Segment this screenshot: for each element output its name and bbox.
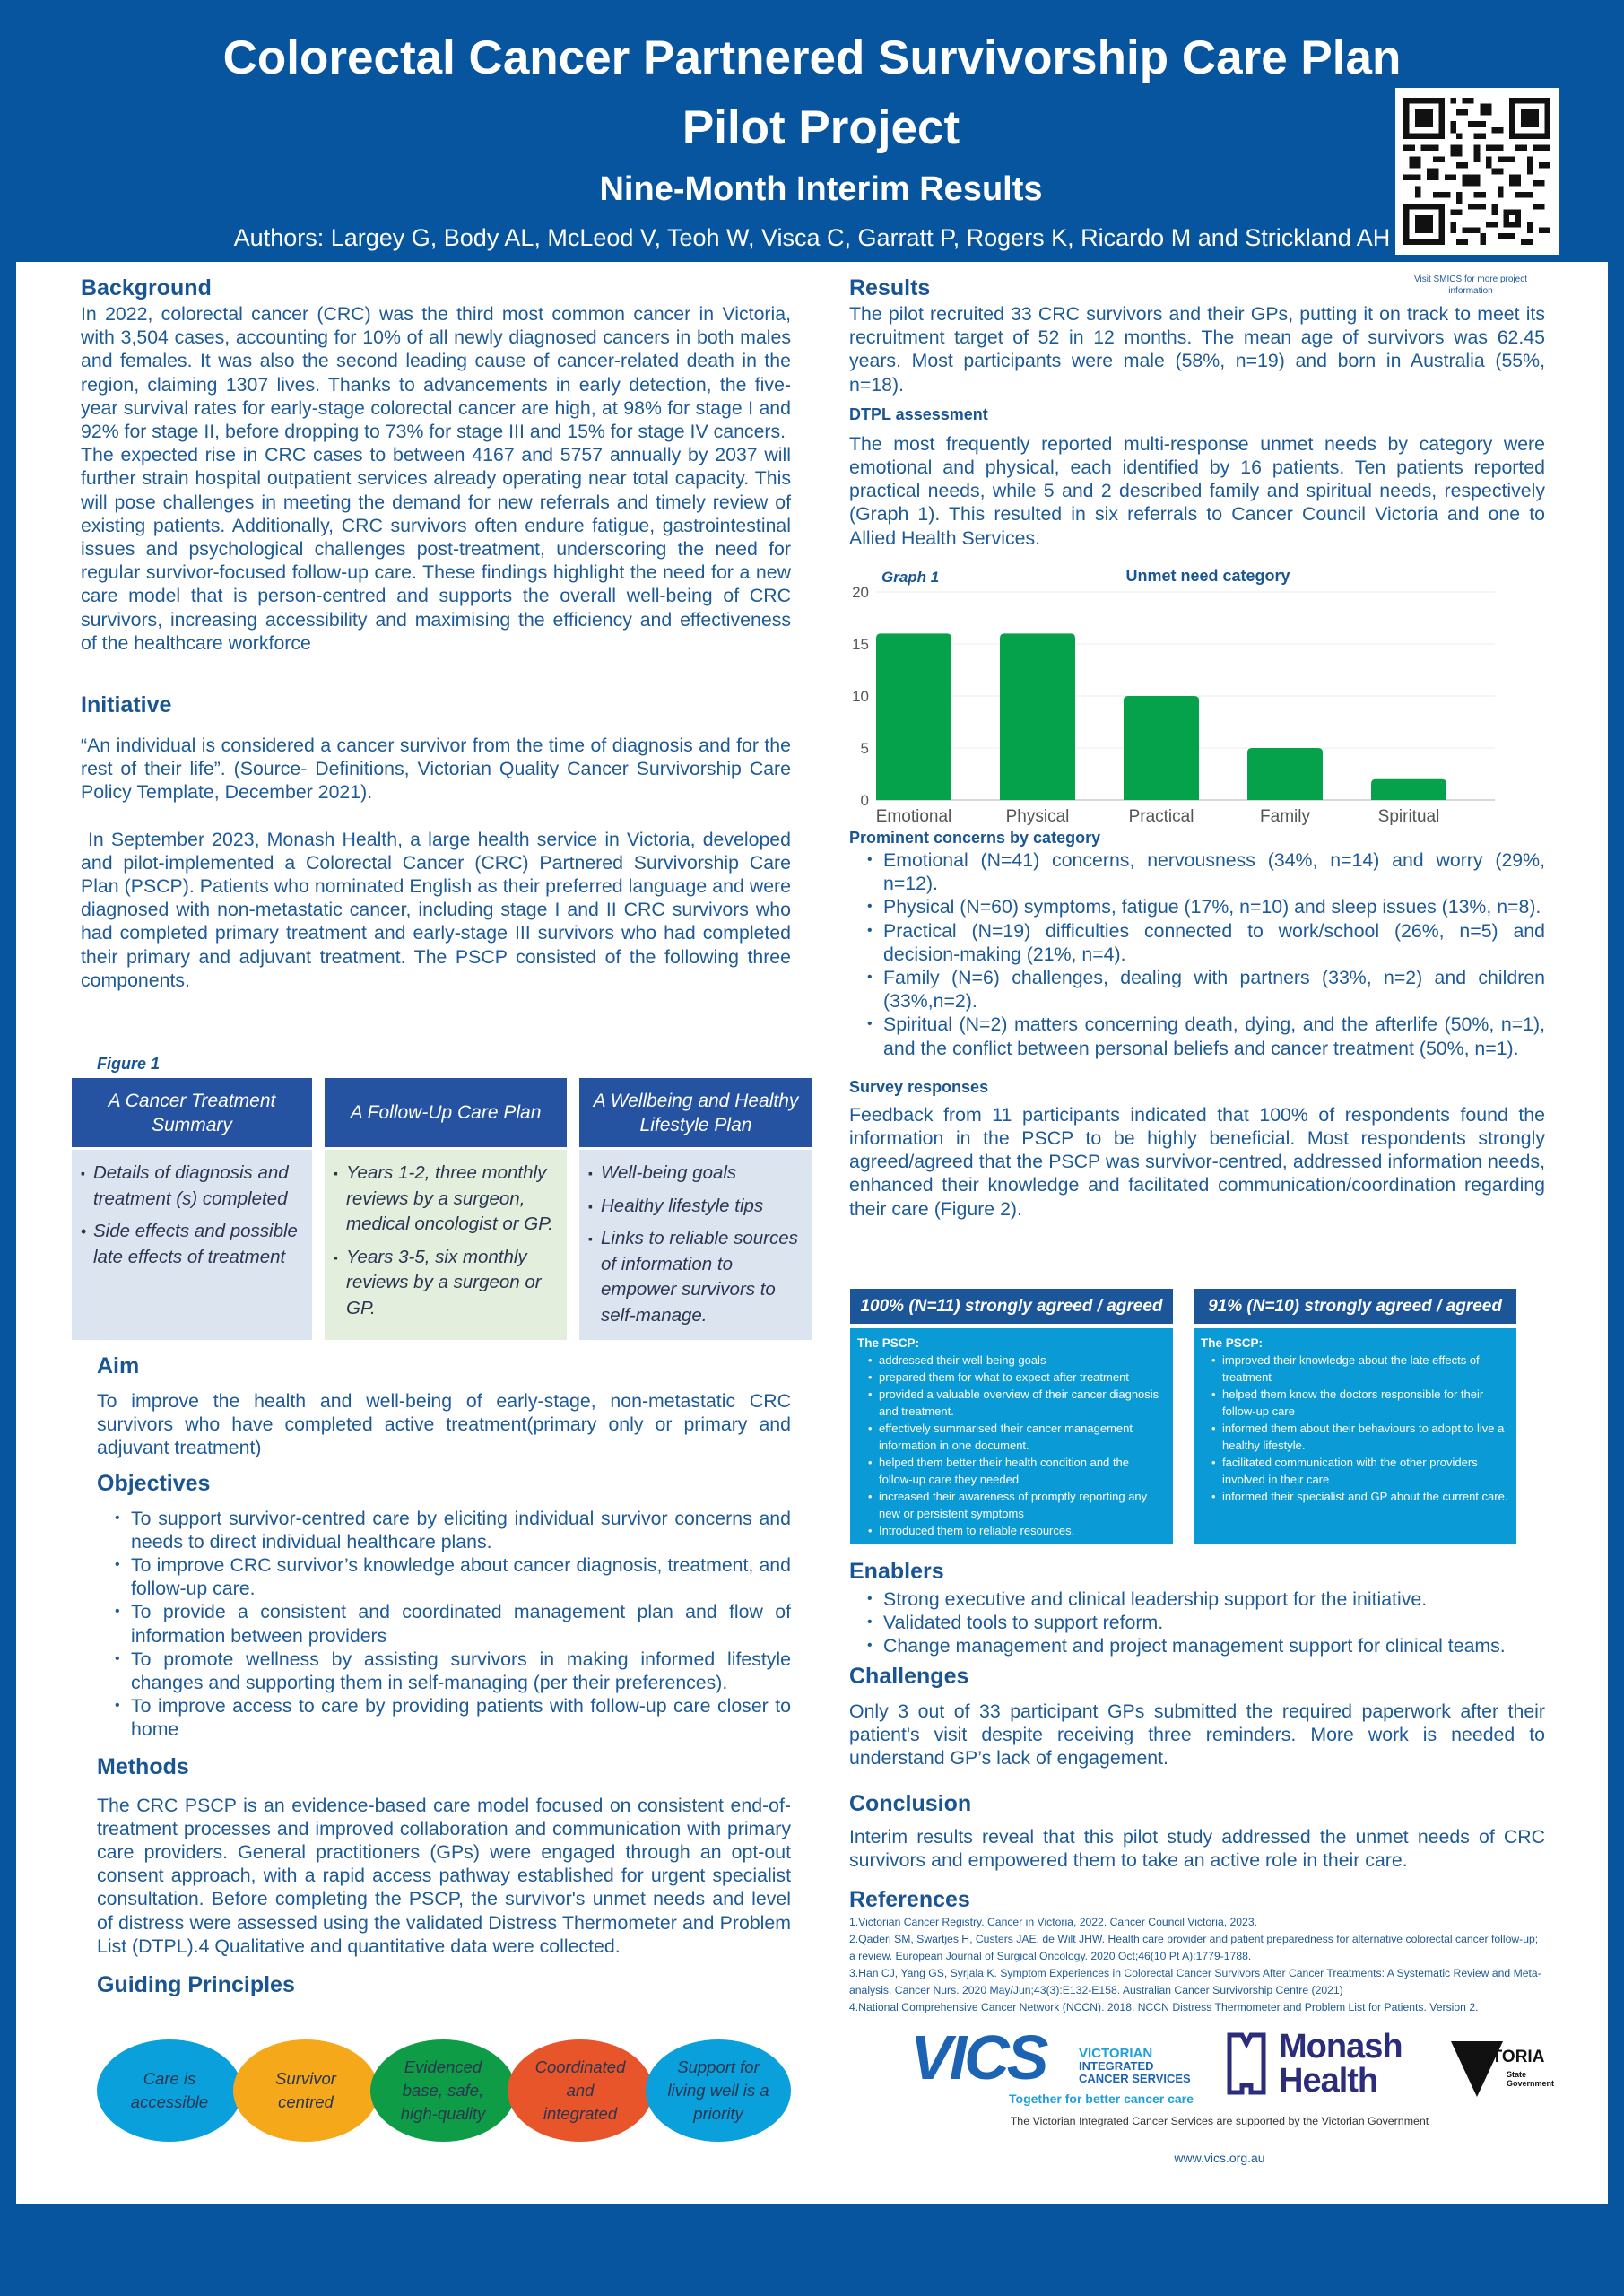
survey-heading: Survey responses xyxy=(849,1077,989,1096)
y-tick-label: 20 xyxy=(852,584,869,601)
bar-practical xyxy=(1124,696,1199,800)
figure1-item: ▪ Links to reliable sources of information to empower survivors to self-manage. xyxy=(601,1226,803,1328)
figure1-box-title: A Follow-Up Care Plan xyxy=(325,1078,567,1147)
figure1-box-follow-up xyxy=(325,1078,567,1340)
principle-label: Survivor centred xyxy=(275,2069,336,2111)
graph1-label: Graph 1 xyxy=(881,569,940,586)
aim-text: To improve the health and well-being of early-stage, non-metastatic CRC survivors who have completed active treatment(primary only or primary and adjuvant treatment) xyxy=(97,1390,791,1459)
background-para-1: In 2022, colorectal cancer (CRC) was the third most common cancer in Victoria, with 3,504 cases, accounting for 10% of all newly diagnosed cancers in both males and females. It was also the second leading cause of cancer-related death in the region, claiming 1307 lives. Thanks to advancements in early detection, the five-year survival rates for early-stage colorectal cancer are high, at 98% for stage I and 92% for stage II, before dropping to 73% for stage III and 15% for stage IV cancers. xyxy=(81,303,791,443)
bar-spiritual xyxy=(1371,779,1446,800)
x-tick-label: Physical xyxy=(1005,807,1070,826)
methods-section xyxy=(97,1752,791,1958)
vics-sub2: INTEGRATED xyxy=(1079,2059,1154,2073)
vics-wordmark: VICS xyxy=(910,2022,1046,2092)
figure1-box-body xyxy=(325,1150,567,1340)
references-heading: References xyxy=(849,1886,970,1912)
enablers-list xyxy=(849,1587,1545,1658)
vics-tagline: Together for better cancer care xyxy=(1009,2092,1194,2106)
concern-item: • Practical (N=19) difficulties connected to work/school (26%, n=5) and decision-making (21%, n=4). xyxy=(883,919,1545,966)
reference-item: 1.Victorian Cancer Registry. Cancer in Victoria, 2022. Cancer Council Victoria, 2023. xyxy=(849,1915,1258,1928)
left-column xyxy=(81,274,791,992)
figure1-box-title: A Wellbeing and Healthy Lifestyle Plan xyxy=(579,1078,812,1147)
initiative-heading: Initiative xyxy=(81,692,172,718)
dtpl-section xyxy=(849,404,1545,550)
monash-emblem-icon xyxy=(1227,2032,1266,2095)
principle-label: Support for living well is a priority xyxy=(667,2057,769,2123)
figure1-box-title: A Cancer Treatment Summary xyxy=(72,1078,312,1147)
poster-header xyxy=(0,0,1624,262)
principles-section xyxy=(97,1970,791,1999)
figure1-item: ▪ Healthy lifestyle tips xyxy=(601,1194,803,1220)
dtpl-text: The most frequently reported multi-response unmet needs by category were emotional and physical, each identified by 16 patients. Ten patients reported practical needs, while 5 and 2 described family and spiritual needs, respectively (Graph 1). This resulted in six referrals to Cancer Council Victoria and one to Allied Health Services. xyxy=(849,432,1545,549)
background-section xyxy=(81,274,791,655)
objective-item: • To improve access to care by providing patients with follow-up care closer to home xyxy=(131,1694,791,1741)
methods-text: The CRC PSCP is an evidence-based care model focused on consistent end-of-treatment processes and improved collaboration and communication with primary care providers. General practitioners (GPs) were engaged through an opt-out consent approach, with a rapid access pathway established for urgent specialist consultation. Before completing the PSCP, the survivor's unmet needs and level of distress were assessed using the validated Distress Thermometer and Problem List (DTPL).4 Qualitative and quantitative data were collected. xyxy=(97,1794,791,1957)
survey-item: • addressed their well-being goals xyxy=(879,1352,1166,1369)
x-tick-label: Spiritual xyxy=(1377,807,1440,826)
right-column-lower xyxy=(849,827,1545,1221)
initiative-para-2: In September 2023, Monash Health, a large health service in Victoria, developed and pilot-implemented a Colorectal Cancer (CRC) Partnered Survivorship Care Plan (PSCP). Patients who nominated English as their preferred language and were diagnosed with non-metastatic cancer, including stage I and II CRC survivors who had completed primary treatment and early-stage III survivors who had completed their primary and adjuvant treatment. The PSCP consisted of the following three components. xyxy=(81,828,791,991)
survey-item: • helped them know the doctors responsible for their follow-up care xyxy=(1222,1386,1509,1420)
vics-sub3: CANCER SERVICES xyxy=(1079,2072,1191,2085)
aim-section xyxy=(97,1352,791,1460)
survey-item: • Introduced them to reliable resources. xyxy=(879,1522,1166,1539)
principle-circle xyxy=(370,2039,516,2142)
figure1-item: ▪ Well-being goals xyxy=(601,1161,803,1187)
references-list xyxy=(849,1914,1545,2016)
x-tick-label: Practical xyxy=(1128,807,1194,826)
poster-subtitle: Nine-Month Interim Results xyxy=(599,170,1043,208)
references-section xyxy=(849,1885,1545,2016)
principle-label: Evidenced base, safe, high-quality xyxy=(400,2057,486,2123)
monash-word1: Monash xyxy=(1279,2028,1403,2066)
survey-box-91 xyxy=(1194,1289,1516,1544)
principle-label: Care is accessible xyxy=(130,2069,209,2111)
survey-item: • provided a valuable overview of their cancer diagnosis and treatment. xyxy=(879,1386,1166,1420)
logos-row xyxy=(906,2022,1555,2115)
bar-family xyxy=(1247,748,1323,800)
principle-label: Coordinated and integrated xyxy=(534,2057,626,2123)
principles-heading: Guiding Principles xyxy=(97,1972,295,1998)
survey-text: Feedback from 11 participants indicated that 100% of respondents found the information in the PSCP to be highly beneficial. Most respondents strongly agreed/agreed that the PSCP was survivor-centred, addressed information needs, enhanced their knowledge and facilitated communication/coordination regarding their care (Figure 2). xyxy=(849,1103,1545,1220)
conclusion-text: Interim results reveal that this pilot study addressed the unmet needs of CRC survivors and empowered them to take an active role in their care. xyxy=(849,1826,1545,1872)
figure1-item: ▪ Years 3-5, six monthly reviews by a surgeon or GP. xyxy=(346,1245,558,1322)
survey-item: • informed their specialist and GP about the current care. xyxy=(1222,1488,1509,1505)
guiding-principles xyxy=(97,2039,796,2142)
survey-box-label: The PSCP: xyxy=(1201,1336,1264,1350)
poster-title-line1: Colorectal Cancer Partnered Survivorship Care Plan xyxy=(222,31,1402,84)
bar-physical xyxy=(1000,633,1075,800)
objective-item: • To support survivor-centred care by eliciting individual survivor concerns and needs to direct individual healthcare plans. xyxy=(131,1507,791,1553)
concern-item: • Emotional (N=41) concerns, nervousness (34%, n=14) and worry (29%, n=12). xyxy=(883,848,1545,895)
vics-sub1: VICTORIAN xyxy=(1079,2046,1153,2061)
right-column xyxy=(849,274,1545,550)
reference-item: 3.Han CJ, Yang GS, Syrjala K. Symptom Experiences in Colorectal Cancer Survivors After Cancer Treatments: A Systematic Review and Meta-analysis. Cancer Nurs. 2020 May/Jun;43(3):E132-E158. Australian Cancer Survivorship Centre (2021) xyxy=(849,1966,1541,1996)
results-heading: Results xyxy=(849,275,931,300)
graph1-chart xyxy=(849,565,1504,834)
challenges-text: Only 3 out of 33 participant GPs submitted the required paperwork after their patient's visit despite receiving three reminders. More work is needed to understand GP’s lack of engagement. xyxy=(849,1700,1545,1770)
principle-circle xyxy=(97,2039,242,2142)
qr-code[interactable] xyxy=(1395,88,1559,255)
left-column-lower xyxy=(97,1352,791,1999)
challenges-heading: Challenges xyxy=(849,1663,969,1689)
objectives-section xyxy=(97,1469,791,1742)
enabler-item: • Strong executive and clinical leadership support for the initiative. xyxy=(883,1587,1545,1611)
figure1-box-treatment-summary xyxy=(72,1078,312,1340)
principle-circle xyxy=(508,2039,653,2142)
x-tick-label: Family xyxy=(1260,807,1310,826)
concern-item: • Family (N=6) challenges, dealing with partners (33%, n=2) and children (33%,n=2). xyxy=(883,966,1545,1013)
initiative-section xyxy=(81,691,791,992)
figure1-label: Figure 1 xyxy=(97,1055,161,1073)
conclusion-section xyxy=(849,1789,1545,1872)
concerns-section xyxy=(849,827,1545,1060)
concern-item: • Physical (N=60) symptoms, fatigue (17%, n=10) and sleep issues (13%, n=8). xyxy=(883,895,1545,918)
concerns-heading: Prominent concerns by category xyxy=(849,829,1101,847)
survey-box-header: 100% (N=11) strongly agreed / agreed xyxy=(850,1289,1173,1324)
survey-item: • prepared them for what to expect after treatment xyxy=(879,1369,1166,1386)
survey-item: • improved their knowledge about the late effects of treatment xyxy=(1222,1352,1509,1386)
reference-item: 4.National Comprehensive Cancer Network (NCCN). 2018. NCCN Distress Thermometer and Problem List for Patients. Version 2. xyxy=(849,2000,1479,2013)
objective-item: • To improve CRC survivor’s knowledge about cancer diagnosis, treatment, and follow-up care. xyxy=(131,1553,791,1600)
survey-item: • effectively summarised their cancer management information in one document. xyxy=(879,1420,1166,1454)
principle-circle xyxy=(233,2039,378,2142)
victoria-wordmark: VICTORIA xyxy=(1463,2048,1545,2066)
enabler-item: • Change management and project management support for clinical teams. xyxy=(883,1634,1545,1657)
figure1-item: ▪ Details of diagnosis and treatment (s) completed xyxy=(93,1161,303,1212)
survey-box-body xyxy=(1194,1328,1516,1544)
monash-health-logo xyxy=(1227,2028,1424,2102)
challenges-section xyxy=(849,1662,1545,1770)
survey-section xyxy=(849,1076,1545,1221)
survey-item: • informed them about their behaviours to adopt to live a healthy lifestyle. xyxy=(1222,1420,1509,1454)
qr-code-icon xyxy=(1403,97,1550,246)
concerns-list xyxy=(849,848,1545,1060)
conclusion-heading: Conclusion xyxy=(849,1791,972,1817)
objective-item: • To provide a consistent and coordinated management plan and flow of information between providers xyxy=(131,1600,791,1647)
figure1-box-body xyxy=(579,1150,812,1340)
survey-item: • increased their awareness of promptly reporting any new or persistent symptoms xyxy=(879,1488,1166,1522)
initiative-para-1: “An individual is considered a cancer survivor from the time of diagnosis and for the rest of their life”. (Source- Definitions, Victorian Quality Cancer Survivorship Care Policy Template, December 2021). xyxy=(81,735,791,804)
website-link[interactable]: www.vics.org.au xyxy=(1174,2151,1265,2165)
survey-item: • facilitated communication with the other providers involved in their care xyxy=(1222,1454,1509,1488)
survey-box-100 xyxy=(850,1289,1173,1544)
y-tick-label: 10 xyxy=(852,688,869,705)
aim-heading: Aim xyxy=(97,1353,140,1378)
x-tick-label: Emotional xyxy=(875,807,952,826)
concern-item: • Spiritual (N=2) matters concerning death, dying, and the afterlife (50%, n=1), and the conflict between personal beliefs and cancer treatment (50%, n=1). xyxy=(883,1013,1545,1059)
enablers-section xyxy=(849,1557,1545,1658)
victoria-sub2: Government xyxy=(1507,2079,1555,2088)
enablers-heading: Enablers xyxy=(849,1559,944,1584)
support-statement: The Victorian Integrated Cancer Services are supported by the Victorian Government xyxy=(1010,2115,1429,2127)
background-heading: Background xyxy=(81,275,212,300)
survey-item: • helped them better their health condition and the follow-up care they needed xyxy=(879,1454,1166,1488)
figure1-item: ▪ Years 1-2, three monthly reviews by a surgeon, medical oncologist or GP. xyxy=(346,1161,558,1238)
monash-word2: Health xyxy=(1279,2062,1378,2100)
methods-heading: Methods xyxy=(97,1753,189,1779)
figure1-box-body xyxy=(72,1150,312,1340)
survey-box-body xyxy=(850,1328,1173,1544)
poster-title-line2: Pilot Project xyxy=(682,101,960,154)
victoria-government-logo xyxy=(1451,2041,1554,2104)
objectives-list xyxy=(97,1507,791,1742)
reference-item: 2.Qaderi SM, Swartjes H, Custers JAE, de Wilt JHW. Health care provider and patient preparedness for alternative colorectal cancer follow-up; a review. European Journal of Surgical Oncology. 2020 Oct;46(10 Pt A):1779-1788. xyxy=(849,1932,1539,1962)
graph1-svg xyxy=(849,565,1504,834)
y-tick-label: 15 xyxy=(852,636,869,653)
survey-box-label: The PSCP: xyxy=(857,1336,920,1350)
authors-line: Authors: Largey G, Body AL, McLeod V, Teoh W, Visca C, Garratt P, Rogers K, Ricardo M and Strickland AH xyxy=(233,224,1391,251)
victoria-sub1: State xyxy=(1507,2070,1527,2079)
y-tick-label: 5 xyxy=(860,740,869,757)
right-column-bottom xyxy=(849,1557,1545,2016)
background-para-2: The expected rise in CRC cases to between 4167 and 5757 annually by 2037 will further strain hospital outpatient services already operating near total capacity. This will pose challenges in meeting the demand for new referrals and timely review of existing patients. Additionally, CRC survivors often endure fatigue, gastrointestinal issues and psychological challenges post-treatment, underscoring the need for regular survivor-focused follow-up care. These findings highlight the need for a new care model that is person-centred and supports the overall well-being of CRC survivors, increasing accessibility and maximising the efficiency and effectiveness of the healthcare workforce xyxy=(81,444,791,654)
enabler-item: • Validated tools to support reform. xyxy=(883,1611,1545,1634)
objective-item: • To promote wellness by assisting survivors in making informed lifestyle changes and supporting them in self-managing (per their preferences). xyxy=(131,1648,791,1694)
y-tick-label: 0 xyxy=(860,792,869,809)
dtpl-heading: DTPL assessment xyxy=(849,404,988,423)
figure1-item: • Side effects and possible late effects of treatment xyxy=(93,1219,303,1270)
objectives-heading: Objectives xyxy=(97,1470,211,1496)
bar-emotional xyxy=(876,633,951,800)
figure1-box-wellbeing xyxy=(579,1078,812,1340)
graph1-title: Unmet need category xyxy=(1125,567,1290,585)
smics-note: Visit SMICS for more project information xyxy=(1414,274,1527,296)
results-text: The pilot recruited 33 CRC survivors and their GPs, putting it on track to meet its recruitment target of 52 in 12 months. The mean age of survivors was 62.45 years. Most participants were male (58%, n=19) and born in Australia (55%, n=18). xyxy=(849,303,1545,396)
principle-circle xyxy=(646,2039,791,2142)
survey-box-header: 91% (N=10) strongly agreed / agreed xyxy=(1194,1289,1516,1324)
results-section xyxy=(849,274,1545,396)
vics-logo xyxy=(910,2022,1197,2108)
